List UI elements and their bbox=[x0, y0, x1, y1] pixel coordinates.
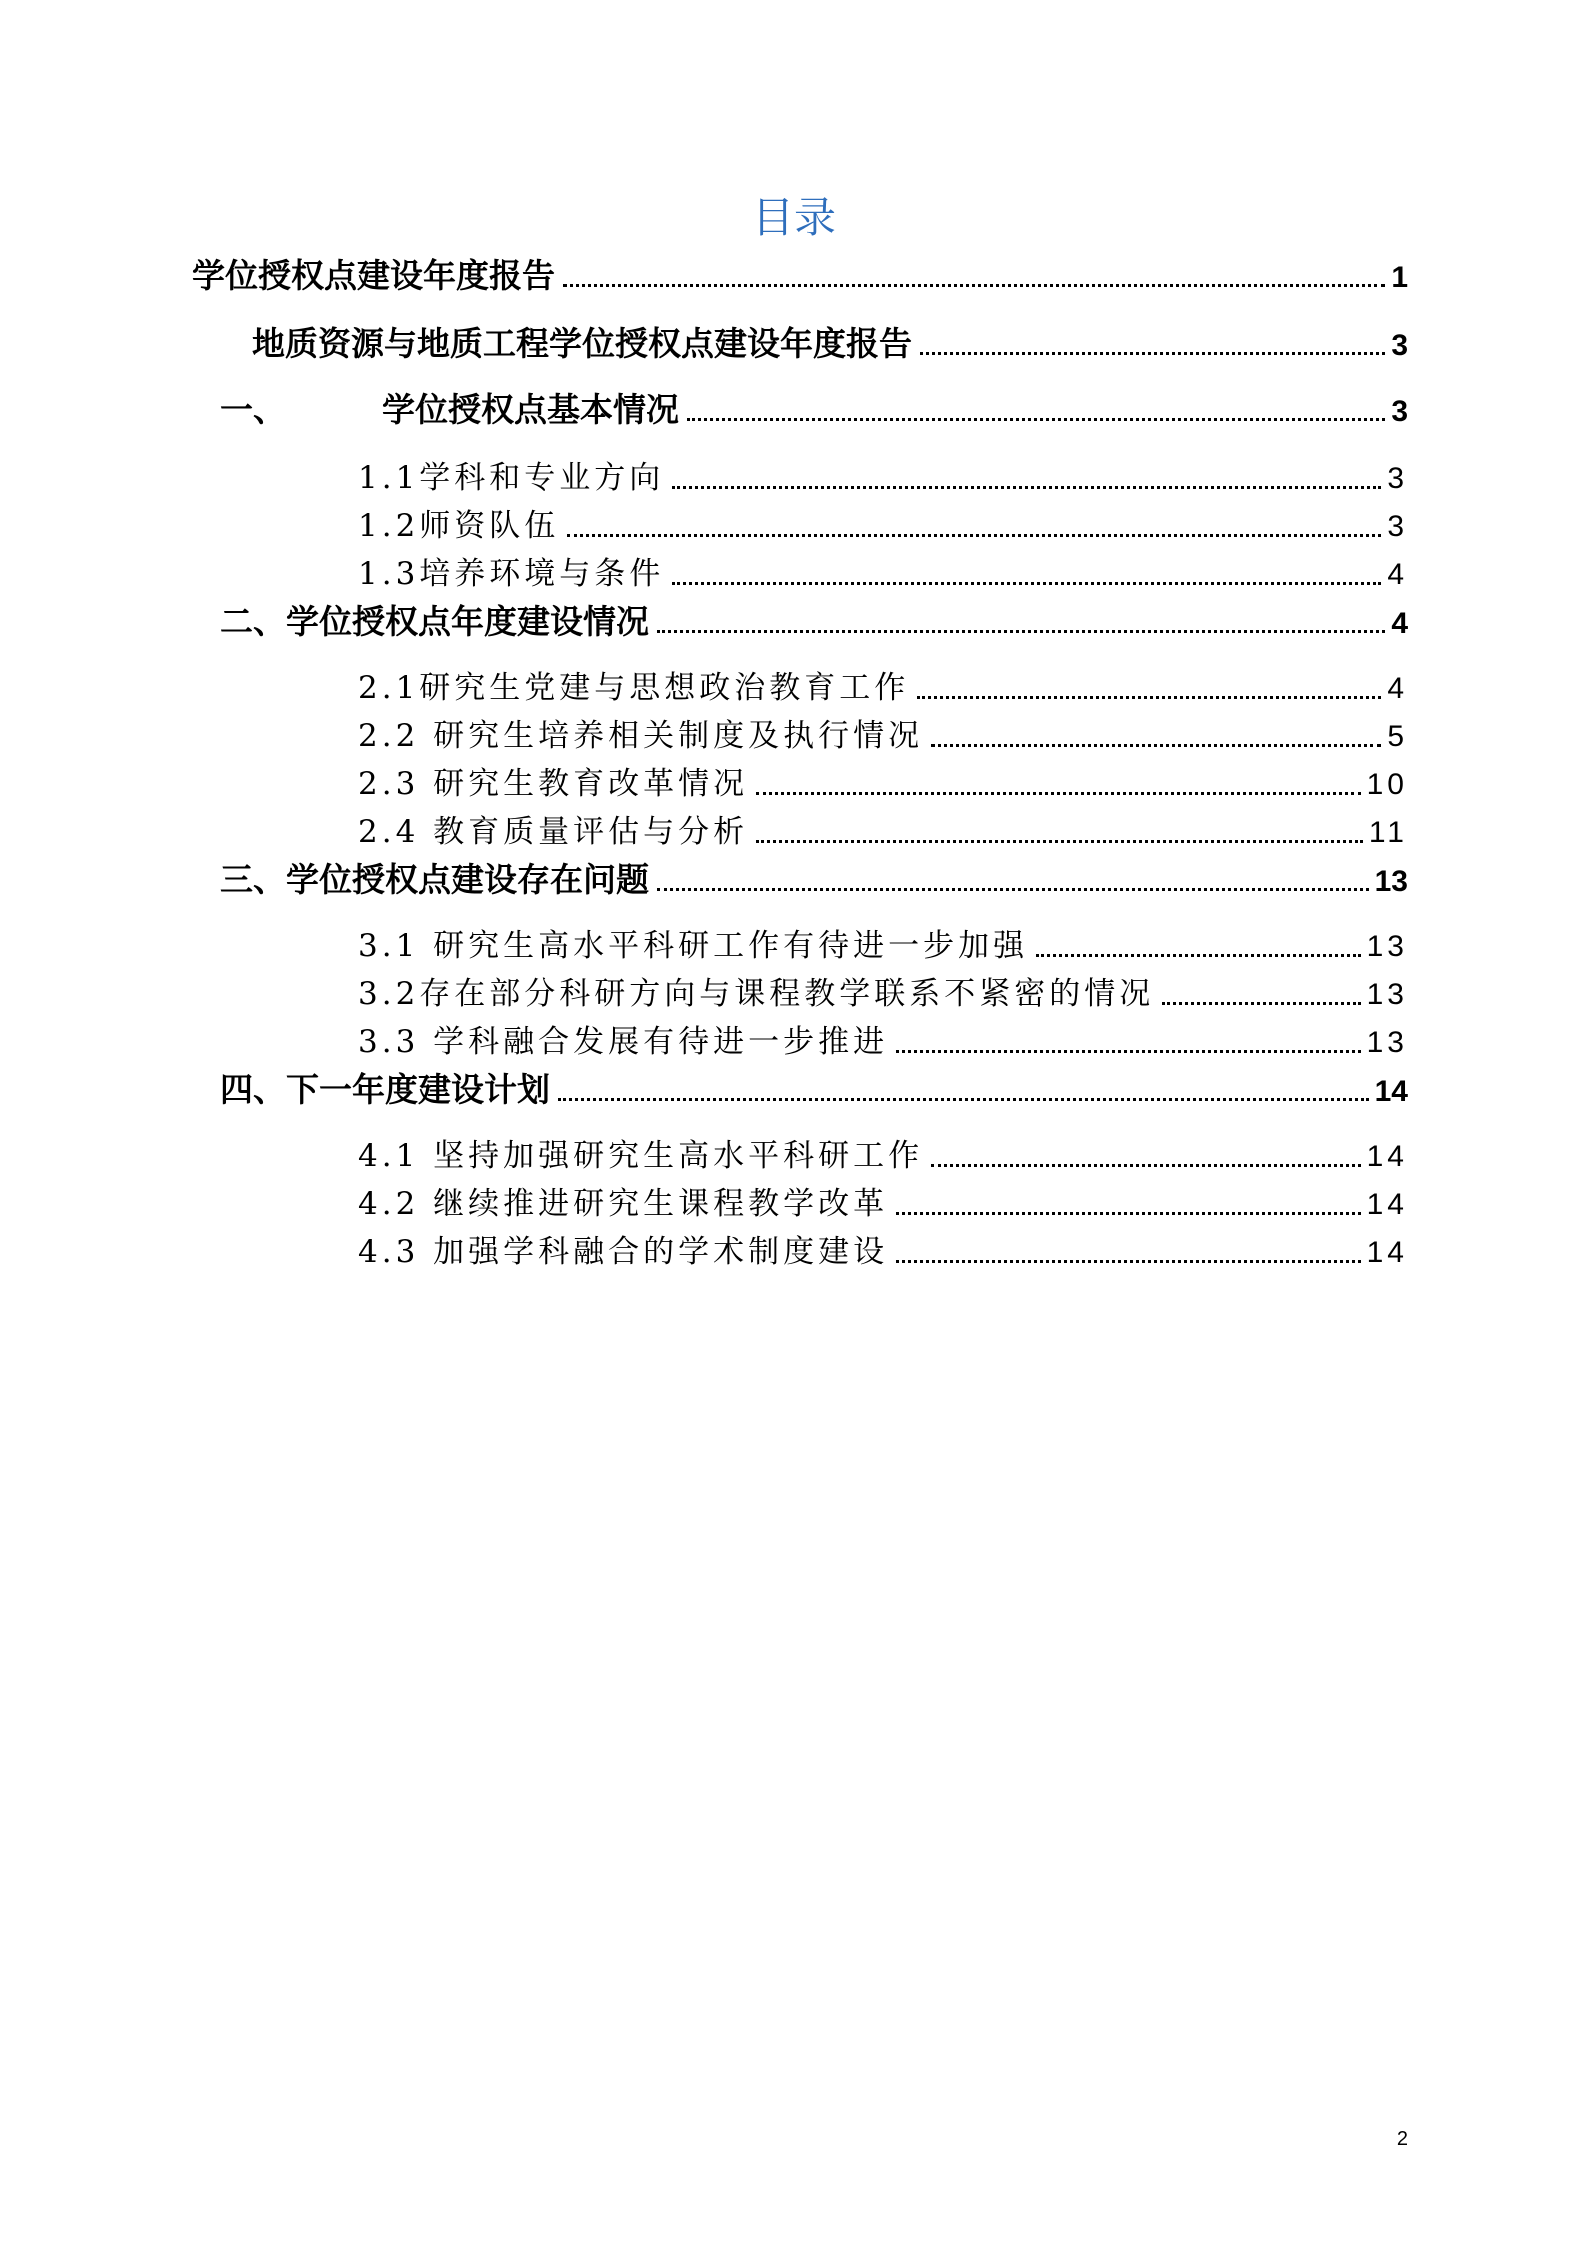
toc-leader-dots bbox=[672, 486, 1381, 489]
toc-entry-label: 2.4 教育质量评估与分析 bbox=[358, 814, 749, 850]
toc-entry-page: 3 bbox=[1391, 329, 1408, 362]
toc-entry-page: 13 bbox=[1374, 865, 1408, 898]
toc-entry-page: 1 bbox=[1391, 261, 1408, 294]
toc-entry-label: 4.2 继续推进研究生课程教学改革 bbox=[358, 1186, 889, 1222]
toc-leader-dots bbox=[931, 744, 1381, 747]
toc-leader-dots bbox=[657, 888, 1369, 891]
toc-leader-dots bbox=[917, 696, 1381, 699]
toc-entry-annual-report[interactable] bbox=[192, 252, 1408, 300]
toc-entry-section-4[interactable] bbox=[220, 1066, 1408, 1114]
toc-entry-page: 4 bbox=[1387, 558, 1408, 591]
toc-entry-label: 4.1 坚持加强研究生高水平科研工作 bbox=[358, 1138, 924, 1174]
toc-leader-dots bbox=[563, 284, 1385, 287]
toc-entry-page: 10 bbox=[1366, 768, 1408, 801]
toc-leader-dots bbox=[1036, 954, 1360, 957]
toc-entry-1-2[interactable] bbox=[358, 502, 1408, 550]
toc-entry-3-2[interactable] bbox=[358, 970, 1408, 1018]
toc-entry-page: 14 bbox=[1374, 1075, 1408, 1108]
toc-entry-page: 11 bbox=[1368, 816, 1408, 849]
toc-leader-dots bbox=[896, 1260, 1360, 1263]
toc-entry-page: 13 bbox=[1366, 978, 1408, 1011]
toc-entry-2-4[interactable] bbox=[358, 808, 1408, 856]
toc-entry-label: 3.1 研究生高水平科研工作有待进一步加强 bbox=[358, 928, 1029, 964]
toc-entry-label bbox=[220, 386, 679, 434]
toc-leader-dots bbox=[756, 792, 1360, 795]
toc-leader-dots bbox=[896, 1050, 1360, 1053]
toc-entry-3-1[interactable] bbox=[358, 922, 1408, 970]
toc-entry-section-1[interactable] bbox=[220, 386, 1408, 434]
toc-entry-label: 地质资源与地质工程学位授权点建设年度报告 bbox=[252, 324, 912, 363]
toc-entry-number: 一、 bbox=[220, 390, 286, 429]
toc-leader-dots bbox=[896, 1212, 1360, 1215]
toc-entry-page: 3 bbox=[1387, 462, 1408, 495]
toc-entry-4-2[interactable] bbox=[358, 1180, 1408, 1228]
toc-entry-label: 1.2师资队伍 bbox=[358, 508, 560, 544]
toc-entry-page: 14 bbox=[1366, 1236, 1408, 1269]
toc-entry-page: 5 bbox=[1387, 720, 1408, 753]
toc-entry-text: 学位授权点基本情况 bbox=[382, 390, 679, 429]
toc-entry-4-1[interactable] bbox=[358, 1132, 1408, 1180]
toc-entry-2-1[interactable] bbox=[358, 664, 1408, 712]
toc-entry-page: 3 bbox=[1387, 510, 1408, 543]
toc-entry-3-3[interactable] bbox=[358, 1018, 1408, 1066]
toc-entry-page: 4 bbox=[1387, 672, 1408, 705]
toc-entry-page: 3 bbox=[1391, 395, 1408, 428]
toc-entry-section-3[interactable] bbox=[220, 856, 1408, 904]
toc-leader-dots bbox=[672, 582, 1381, 585]
toc-leader-dots bbox=[687, 418, 1385, 421]
toc-entry-1-1[interactable] bbox=[358, 454, 1408, 502]
toc-leader-dots bbox=[657, 630, 1385, 633]
toc-entry-2-3[interactable] bbox=[358, 760, 1408, 808]
toc-entry-2-2[interactable] bbox=[358, 712, 1408, 760]
toc-entry-geology-report[interactable] bbox=[252, 320, 1408, 368]
toc-entry-page: 13 bbox=[1366, 1026, 1408, 1059]
toc-entry-section-2[interactable] bbox=[220, 598, 1408, 646]
toc-entry-page: 13 bbox=[1366, 930, 1408, 963]
toc-entry-label: 4.3 加强学科融合的学术制度建设 bbox=[358, 1234, 889, 1270]
toc-entry-label: 四、下一年度建设计划 bbox=[220, 1070, 550, 1109]
toc-entry-4-3[interactable] bbox=[358, 1228, 1408, 1276]
toc-entry-label: 1.1学科和专业方向 bbox=[358, 460, 665, 496]
toc-entry-page: 4 bbox=[1391, 607, 1408, 640]
toc-entry-label: 3.2存在部分科研方向与课程教学联系不紧密的情况 bbox=[358, 976, 1155, 1012]
toc-title: 目录 bbox=[751, 193, 836, 242]
toc-leader-dots bbox=[558, 1098, 1369, 1101]
toc-entry-1-3[interactable] bbox=[358, 550, 1408, 598]
toc-entry-label: 2.1研究生党建与思想政治教育工作 bbox=[358, 670, 910, 706]
page-number: 2 bbox=[1396, 2128, 1408, 2150]
toc-entry-label: 2.2 研究生培养相关制度及执行情况 bbox=[358, 718, 924, 754]
toc-entry-label: 3.3 学科融合发展有待进一步推进 bbox=[358, 1024, 889, 1060]
toc-entry-label: 三、学位授权点建设存在问题 bbox=[220, 860, 649, 899]
toc-leader-dots bbox=[567, 534, 1381, 537]
toc-leader-dots bbox=[931, 1164, 1360, 1167]
toc-entry-page: 14 bbox=[1366, 1188, 1408, 1221]
toc-leader-dots bbox=[1162, 1002, 1360, 1005]
toc-entry-label: 二、学位授权点年度建设情况 bbox=[220, 602, 649, 641]
toc-entry-label: 1.3培养环境与条件 bbox=[358, 556, 665, 592]
toc-entry-label: 学位授权点建设年度报告 bbox=[192, 256, 555, 295]
toc-leader-dots bbox=[756, 840, 1363, 843]
toc-entry-label: 2.3 研究生教育改革情况 bbox=[358, 766, 749, 802]
toc-leader-dots bbox=[920, 352, 1385, 355]
toc-entry-page: 14 bbox=[1366, 1140, 1408, 1173]
